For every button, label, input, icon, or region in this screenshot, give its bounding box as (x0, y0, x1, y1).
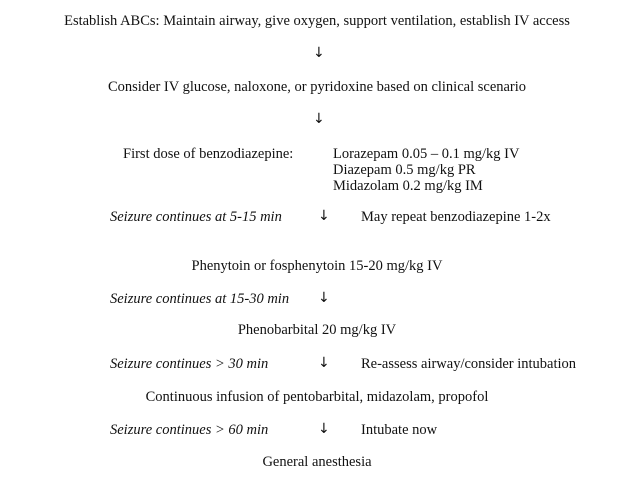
note-intubate-now: Intubate now (361, 422, 438, 438)
down-arrow-icon: ↓ (318, 208, 330, 224)
step-phenytoin: Phenytoin or fosphenytoin 15-20 mg/kg IV (191, 258, 443, 274)
condition-over-30-min: Seizure continues > 30 min (110, 356, 269, 372)
benzodiazepine-option: Lorazepam 0.05 – 0.1 mg/kg IV (333, 146, 520, 162)
benzodiazepine-option: Diazepam 0.5 mg/kg PR (333, 162, 476, 178)
down-arrow-icon: ↓ (318, 355, 330, 371)
condition-over-60-min: Seizure continues > 60 min (110, 422, 269, 438)
note-repeat-benzodiazepine: May repeat benzodiazepine 1-2x (361, 209, 551, 225)
step-establish-abcs: Establish ABCs: Maintain airway, give oxygen, support ventilation, establish IV access (64, 13, 570, 29)
step-consider-glucose: Consider IV glucose, naloxone, or pyridoxine based on clinical scenario (107, 79, 527, 95)
step-benzodiazepine-label: First dose of benzodiazepine: (123, 146, 294, 162)
step-general-anesthesia: General anesthesia (262, 454, 372, 470)
benzodiazepine-option: Midazolam 0.2 mg/kg IM (333, 178, 483, 194)
down-arrow-icon: ↓ (313, 45, 325, 61)
note-reassess-airway: Re-assess airway/consider intubation (361, 356, 577, 372)
step-phenobarbital: Phenobarbital 20 mg/kg IV (237, 322, 397, 338)
down-arrow-icon: ↓ (318, 290, 330, 306)
step-continuous-infusion: Continuous infusion of pentobarbital, midazolam, propofol (145, 389, 489, 405)
condition-5-15-min: Seizure continues at 5-15 min (110, 209, 282, 225)
condition-15-30-min: Seizure continues at 15-30 min (110, 291, 290, 307)
down-arrow-icon: ↓ (318, 421, 330, 437)
down-arrow-icon: ↓ (313, 111, 325, 127)
